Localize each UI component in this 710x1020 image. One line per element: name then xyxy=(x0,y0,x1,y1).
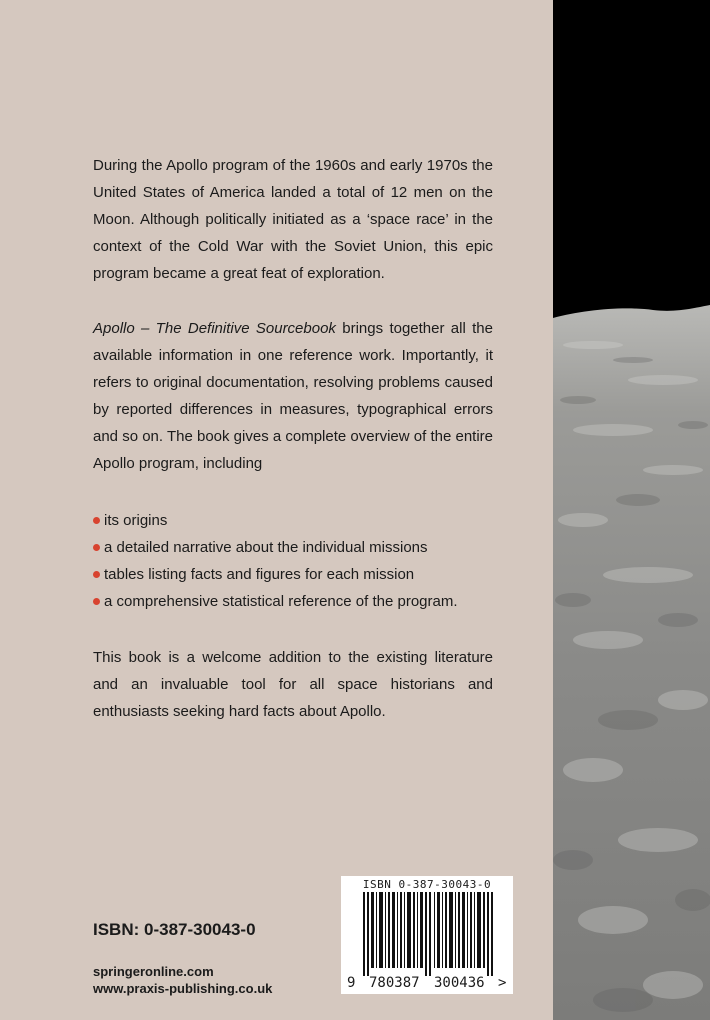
bullet-dot-icon xyxy=(93,517,100,524)
list-item xyxy=(93,588,513,615)
list-item xyxy=(93,507,513,534)
bullet-dot-icon xyxy=(93,598,100,605)
paragraph-3-text: This book is a welcome addition to the existing literature and an invaluable tool for all space historians and enthusiasts seeking hard facts about Apollo. xyxy=(93,649,493,720)
barcode-digit-group-2: 300436 xyxy=(434,975,485,991)
barcode-end-marker: > xyxy=(498,975,507,991)
moon-horizon-image xyxy=(553,0,710,1020)
list-item-text: a comprehensive statistical reference of the program. xyxy=(104,593,458,610)
bullet-dot-icon xyxy=(93,544,100,551)
isbn-label: ISBN: 0-387-30043-0 xyxy=(93,920,256,939)
bullet-dot-icon xyxy=(93,571,100,578)
book-title: Apollo – The Definitive Sourcebook xyxy=(93,320,336,337)
paragraph-2-body: brings together all the available information in one reference work. Importantly, it refers to original documentation, resolving problems caused by reported differences in measures, typographical errors and so on. The book gives a complete overview of the entire Apollo program, including xyxy=(93,320,493,472)
list-item xyxy=(93,561,513,588)
paragraph-2-text xyxy=(93,315,493,477)
list-item-text: tables listing facts and figures for each mission xyxy=(104,566,415,583)
barcode-isbn-text: ISBN 0-387-30043-0 xyxy=(362,878,492,891)
lunar-surface-photo xyxy=(553,0,710,1020)
paragraph-1-text: During the Apollo program of the 1960s and early 1970s the United States of America landed a total of 12 men on the Moon. Although politically initiated as a ‘space race’ in the context of the Cold War with the Soviet Union, this epic program became a great feat of exploration. xyxy=(93,157,493,282)
list-item-text: a detailed narrative about the individual missions xyxy=(104,539,428,556)
barcode-bars-icon xyxy=(341,892,513,976)
barcode-digit-lead: 9 xyxy=(347,975,356,991)
list-item xyxy=(93,534,513,561)
list-item-text: its origins xyxy=(104,512,168,529)
description-paragraph-3 xyxy=(93,644,493,725)
website-link-springer[interactable]: springeronline.com xyxy=(93,964,214,979)
feature-list xyxy=(93,507,513,615)
description-paragraph-2 xyxy=(93,315,493,477)
barcode-digit-group-1: 780387 xyxy=(369,975,420,991)
website-link-praxis[interactable]: www.praxis-publishing.co.uk xyxy=(93,981,273,996)
description-paragraph-1 xyxy=(93,152,493,287)
barcode xyxy=(341,876,513,994)
